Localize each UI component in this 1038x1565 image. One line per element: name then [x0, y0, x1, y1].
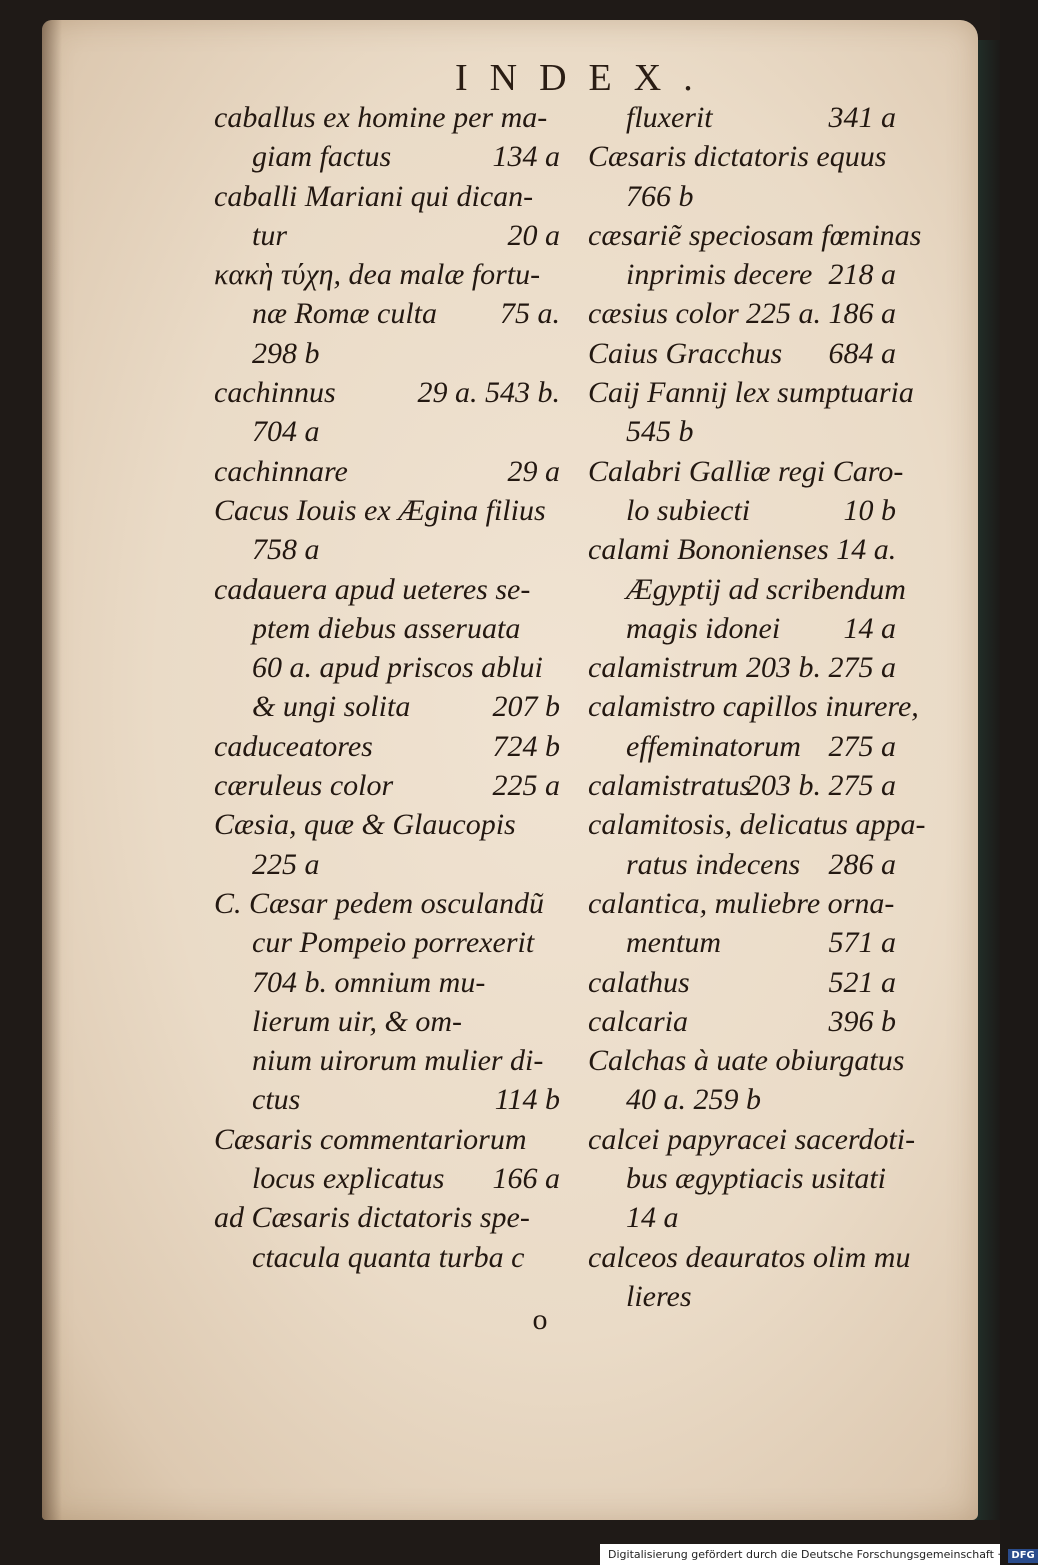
index-entry-line — [588, 923, 948, 962]
index-entry-line — [588, 805, 948, 844]
entry-text: 60 a. apud priscos ablui — [252, 651, 543, 685]
entry-text: caduceatores — [214, 729, 373, 763]
entry-text: caballus ex homine per ma- — [214, 101, 548, 134]
index-entry-line — [588, 1238, 948, 1277]
index-entry-line — [214, 923, 574, 962]
entry-text: cæsariẽ speciosam fœminas — [588, 218, 922, 252]
entry-text: 704 b. omnium mu- — [252, 965, 486, 999]
entry-text: locus explicatus — [252, 1162, 445, 1196]
index-entry-line — [588, 1159, 948, 1198]
entry-text: Cacus Iouis ex Ægina filius — [214, 493, 546, 527]
index-entry-line — [588, 1080, 948, 1119]
page-reference: 20 a — [507, 218, 560, 252]
index-entry-line — [588, 1120, 948, 1159]
index-entry-line — [588, 334, 948, 373]
page-reference: 10 b — [843, 493, 896, 527]
index-entry-line — [588, 452, 948, 491]
entry-text: ctacula quanta turba c — [252, 1240, 525, 1274]
entry-text: calcaria — [588, 1004, 688, 1038]
entry-text: Ægyptij ad scribendum — [626, 572, 906, 606]
index-entry-line — [214, 727, 574, 766]
entry-text: ratus indecens — [626, 847, 801, 881]
entry-text: calceos deauratos olim mu — [588, 1240, 911, 1274]
page-reference: 14 a — [843, 611, 896, 645]
index-entry-line — [588, 530, 948, 569]
page-reference: 114 b — [494, 1083, 560, 1117]
page-reference: 341 a — [828, 101, 896, 134]
entry-text: 545 b — [626, 415, 694, 449]
page-reference: 225 a — [492, 769, 560, 803]
entry-text: caballi Mariani qui dican- — [214, 179, 534, 213]
index-entry-line — [214, 1120, 574, 1159]
index-entry-line — [214, 1002, 574, 1041]
entry-text: calathus — [588, 965, 690, 999]
index-entry-line — [588, 1002, 948, 1041]
index-entry-line — [588, 137, 948, 176]
index-entry-line — [588, 373, 948, 412]
index-entry-line — [214, 845, 574, 884]
index-entry-line — [214, 491, 574, 530]
index-entry-line — [588, 216, 948, 255]
entry-text: 14 a — [626, 1201, 679, 1235]
page-reference: 724 b — [492, 729, 560, 763]
page-reference: 286 a — [828, 847, 896, 881]
index-entry-line — [214, 1238, 574, 1277]
index-entry-line — [214, 609, 574, 648]
index-entry-line — [214, 570, 574, 609]
page-reference: 225 a. 186 a — [746, 297, 896, 331]
index-entry-line — [588, 1041, 948, 1080]
entry-text: cachinnus — [214, 376, 336, 410]
entry-text: Cæsaris commentariorum — [214, 1122, 527, 1156]
index-entry-line — [588, 255, 948, 294]
entry-text: cur Pompeio porrexerit — [252, 926, 535, 960]
index-entry-line — [588, 766, 948, 805]
index-entry-line — [588, 570, 948, 609]
entry-text: & ungi solita — [252, 690, 411, 724]
running-head: INDEX. — [455, 57, 715, 99]
entry-text: Caij Fannij lex sumptuaria — [588, 376, 914, 410]
index-entry-line — [214, 648, 574, 687]
entry-text: næ Romæ culta — [252, 297, 437, 331]
entry-text: Calchas à uate obiurgatus — [588, 1044, 905, 1078]
index-entry-line — [588, 884, 948, 923]
page-reference: 571 a — [828, 926, 896, 960]
page-reference: 396 b — [828, 1004, 896, 1038]
index-entry-line — [214, 373, 574, 412]
signature-mark: o — [532, 1303, 548, 1336]
index-entry-line — [214, 452, 574, 491]
page-reference: 166 a — [492, 1162, 560, 1196]
index-entry-line — [214, 1080, 574, 1119]
entry-text: fluxerit — [626, 101, 713, 134]
page-reference: 203 b. 275 a — [746, 651, 896, 685]
index-entry-line — [588, 963, 948, 1002]
entry-text: 225 a — [252, 847, 320, 881]
index-entry-line — [588, 687, 948, 726]
index-entry-line — [588, 1277, 948, 1316]
entry-text: bus ægyptiacis usitati — [626, 1162, 887, 1196]
entry-text: Cæsaris dictatoris equus — [588, 140, 887, 174]
entry-text: nium uirorum mulier di- — [252, 1044, 544, 1078]
index-entry-line — [588, 648, 948, 687]
index-entry-line — [214, 216, 574, 255]
entry-text: calamistro capillos inurere, — [588, 690, 919, 724]
index-column-left — [214, 98, 574, 1277]
spine-shadow — [42, 20, 62, 1520]
entry-text: calamistrum — [588, 651, 738, 685]
index-entry-line — [214, 412, 574, 451]
credit-text: Digitalisierung gefördert durch die Deutsche Forschungsgemeinschaft · — [608, 1548, 1001, 1561]
index-entry-line — [214, 294, 574, 333]
page-reference: 207 b — [492, 690, 560, 724]
entry-text: effeminatorum — [626, 729, 801, 763]
index-entry-line — [214, 255, 574, 294]
entry-text: 704 a — [252, 415, 320, 449]
index-entry-line — [588, 1198, 948, 1237]
index-entry-line — [588, 609, 948, 648]
page-reference: 684 a — [828, 336, 896, 370]
index-entry-line — [214, 137, 574, 176]
page-reference: 29 a — [507, 454, 560, 488]
index-entry-line — [214, 766, 574, 805]
entry-text: giam factus — [252, 140, 392, 174]
entry-text: ptem diebus asseruata — [252, 611, 521, 645]
index-entry-line — [588, 294, 948, 333]
index-entry-line — [214, 805, 574, 844]
entry-text: cadauera apud ueteres se- — [214, 572, 531, 606]
entry-text: 758 a — [252, 533, 320, 567]
entry-text: calamistratus — [588, 769, 752, 803]
page-reference: 275 a — [828, 729, 896, 763]
index-entry-line — [214, 1041, 574, 1080]
entry-text: 298 b — [252, 336, 320, 370]
index-entry-line — [214, 884, 574, 923]
page-reference: 218 a — [828, 258, 896, 292]
entry-text: 40 a. 259 b — [626, 1083, 761, 1117]
page-reference: 29 a. 543 b. — [417, 376, 560, 410]
page-reference: 75 a. — [500, 297, 560, 331]
index-entry-line — [214, 1159, 574, 1198]
entry-text: Calabri Galliæ regi Caro- — [588, 454, 904, 488]
entry-text: cæsius color — [588, 297, 739, 331]
index-entry-line — [214, 334, 574, 373]
entry-text: lo subiecti — [626, 493, 751, 527]
entry-text: κακὴ τύχη, dea malæ fortu- — [214, 258, 541, 292]
index-entry-line — [588, 491, 948, 530]
entry-text: calantica, muliebre orna- — [588, 886, 895, 920]
entry-text: calamitosis, delicatus appa- — [588, 808, 926, 842]
entry-text: ctus — [252, 1083, 301, 1117]
entry-text: lieres — [626, 1279, 692, 1313]
entry-text: Cæsia, quæ & Glaucopis — [214, 808, 516, 842]
index-entry-line — [214, 1198, 574, 1237]
index-column-right — [588, 98, 948, 1316]
entry-text: cachinnare — [214, 454, 348, 488]
entry-text: calami Bononienses 14 a. — [588, 533, 897, 567]
entry-text: inprimis decere — [626, 258, 813, 292]
index-entry-line — [214, 98, 574, 137]
index-entry-line — [588, 412, 948, 451]
entry-text: C. Cæsar pedem osculandũ — [214, 886, 544, 920]
entry-text: lierum uir, & om- — [252, 1004, 462, 1038]
entry-text: mentum — [626, 926, 721, 960]
index-entry-line — [214, 530, 574, 569]
entry-text: Caius Gracchus — [588, 336, 783, 370]
entry-text: tur — [252, 218, 288, 252]
entry-text: 766 b — [626, 179, 694, 213]
page-reference: 134 a — [492, 140, 560, 174]
dfg-logo: DFG — [1008, 1549, 1037, 1563]
index-entry-line — [588, 727, 948, 766]
page-reference: 203 b. 275 a — [746, 769, 896, 803]
digitization-credit-bar — [600, 1544, 1035, 1565]
index-entry-line — [214, 177, 574, 216]
entry-text: cæruleus color — [214, 769, 394, 803]
entry-text: calcei papyracei sacerdoti- — [588, 1122, 916, 1156]
index-entry-line — [588, 177, 948, 216]
index-entry-line — [588, 98, 948, 137]
index-entry-line — [214, 963, 574, 1002]
entry-text: ad Cæsaris dictatoris spe- — [214, 1201, 530, 1235]
index-entry-line — [588, 845, 948, 884]
index-entry-line — [214, 687, 574, 726]
entry-text: magis idonei — [626, 611, 781, 645]
page-reference: 521 a — [828, 965, 896, 999]
